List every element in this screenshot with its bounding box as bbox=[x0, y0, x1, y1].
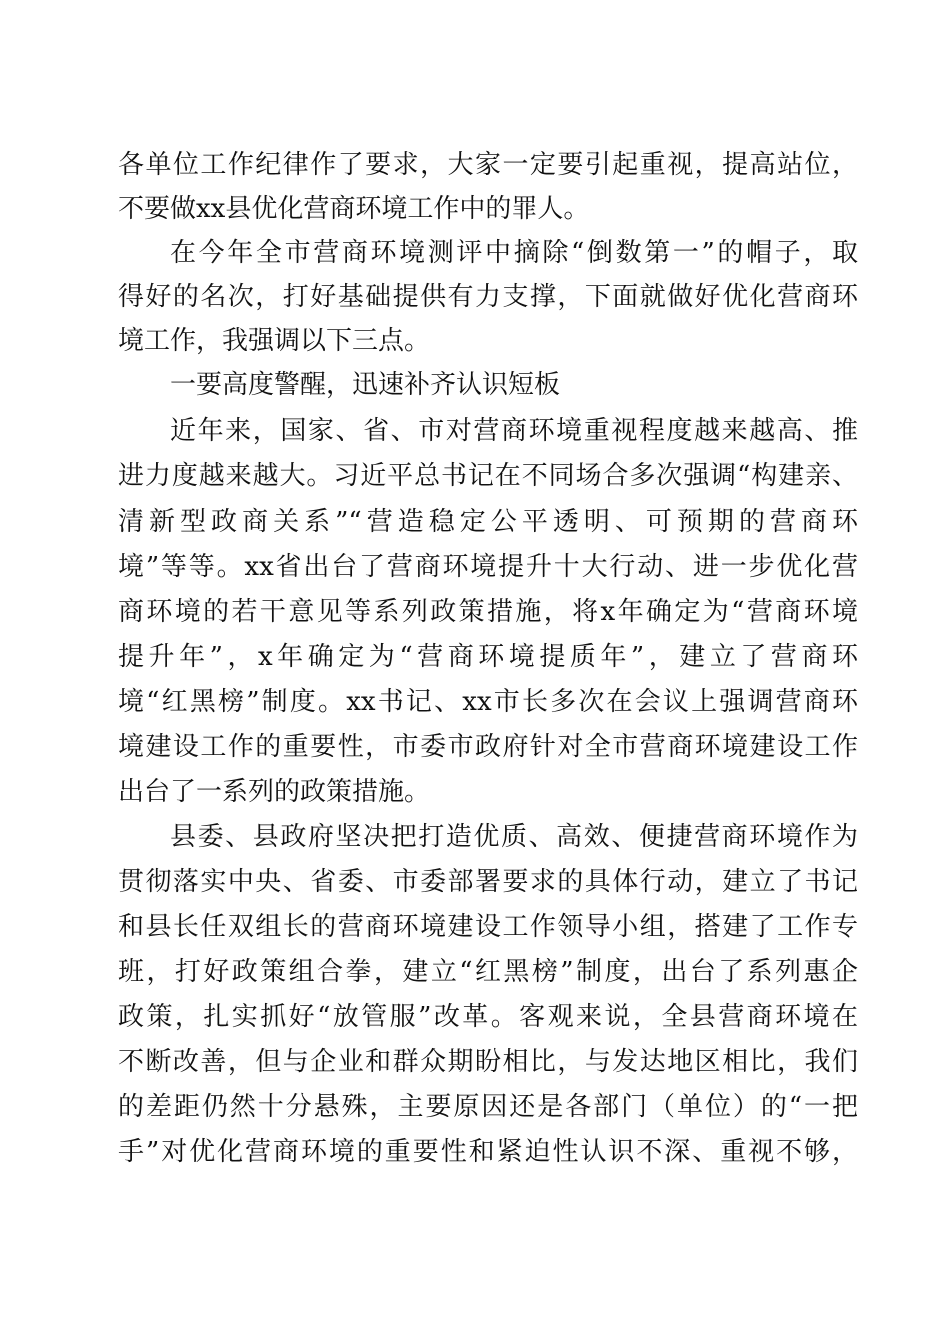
text-line: 班，打好政策组合拳，建立“红黑榜”制度，出台了系列惠企 bbox=[118, 957, 858, 987]
text-line: 得好的名次，打好基础提供有力支撑，下面就做好优化营商环 bbox=[118, 282, 858, 312]
text-line: 境“红黑榜”制度。xx书记、xx市长多次在会议上强调营商环 bbox=[118, 687, 858, 717]
text-line: 境工作，我强调以下三点。 bbox=[118, 326, 431, 356]
text-line: 出台了一系列的政策措施。 bbox=[118, 777, 431, 807]
text-line: 各单位工作纪律作了要求，大家一定要引起重视，提高站位， bbox=[118, 150, 858, 180]
text-line: 商环境的若干意见等系列政策措施，将x年确定为“营商环境 bbox=[118, 597, 858, 627]
text-line: 境建设工作的重要性，市委市政府针对全市营商环境建设工作 bbox=[118, 732, 858, 762]
text-line: 境”等等。xx省出台了营商环境提升十大行动、进一步优化营 bbox=[118, 552, 858, 582]
text-line: 近年来，国家、省、市对营商环境重视程度越来越高、推 bbox=[170, 416, 858, 446]
text-line: 清新型政商关系”“营造稳定公平透明、可预期的营商环 bbox=[118, 507, 858, 537]
text-line: 提升年”，x年确定为“营商环境提质年”，建立了营商环 bbox=[118, 642, 858, 672]
text-line: 手”对优化营商环境的重要性和紧迫性认识不深、重视不够， bbox=[118, 1137, 858, 1167]
text-line: 贯彻落实中央、省委、市委部署要求的具体行动，建立了书记 bbox=[118, 867, 858, 897]
text-line: 在今年全市营商环境测评中摘除“倒数第一”的帽子，取 bbox=[170, 238, 858, 268]
text-line: 县委、县政府坚决把打造优质、高效、便捷营商环境作为 bbox=[170, 822, 858, 852]
text-line: 的差距仍然十分悬殊，主要原因还是各部门（单位）的“一把 bbox=[118, 1092, 858, 1122]
text-line: 不断改善，但与企业和群众期盼相比，与发达地区相比，我们 bbox=[118, 1047, 858, 1077]
text-line: 政策，扎实抓好“放管服”改革。客观来说，全县营商环境在 bbox=[118, 1002, 858, 1032]
text-line: 进力度越来越大。习近平总书记在不同场合多次强调“构建亲、 bbox=[118, 461, 858, 491]
text-line: 不要做xx县优化营商环境工作中的罪人。 bbox=[118, 194, 590, 224]
text-line: 和县长任双组长的营商环境建设工作领导小组，搭建了工作专 bbox=[118, 912, 858, 942]
section-heading: 一要高度警醒，迅速补齐认识短板 bbox=[170, 370, 561, 400]
